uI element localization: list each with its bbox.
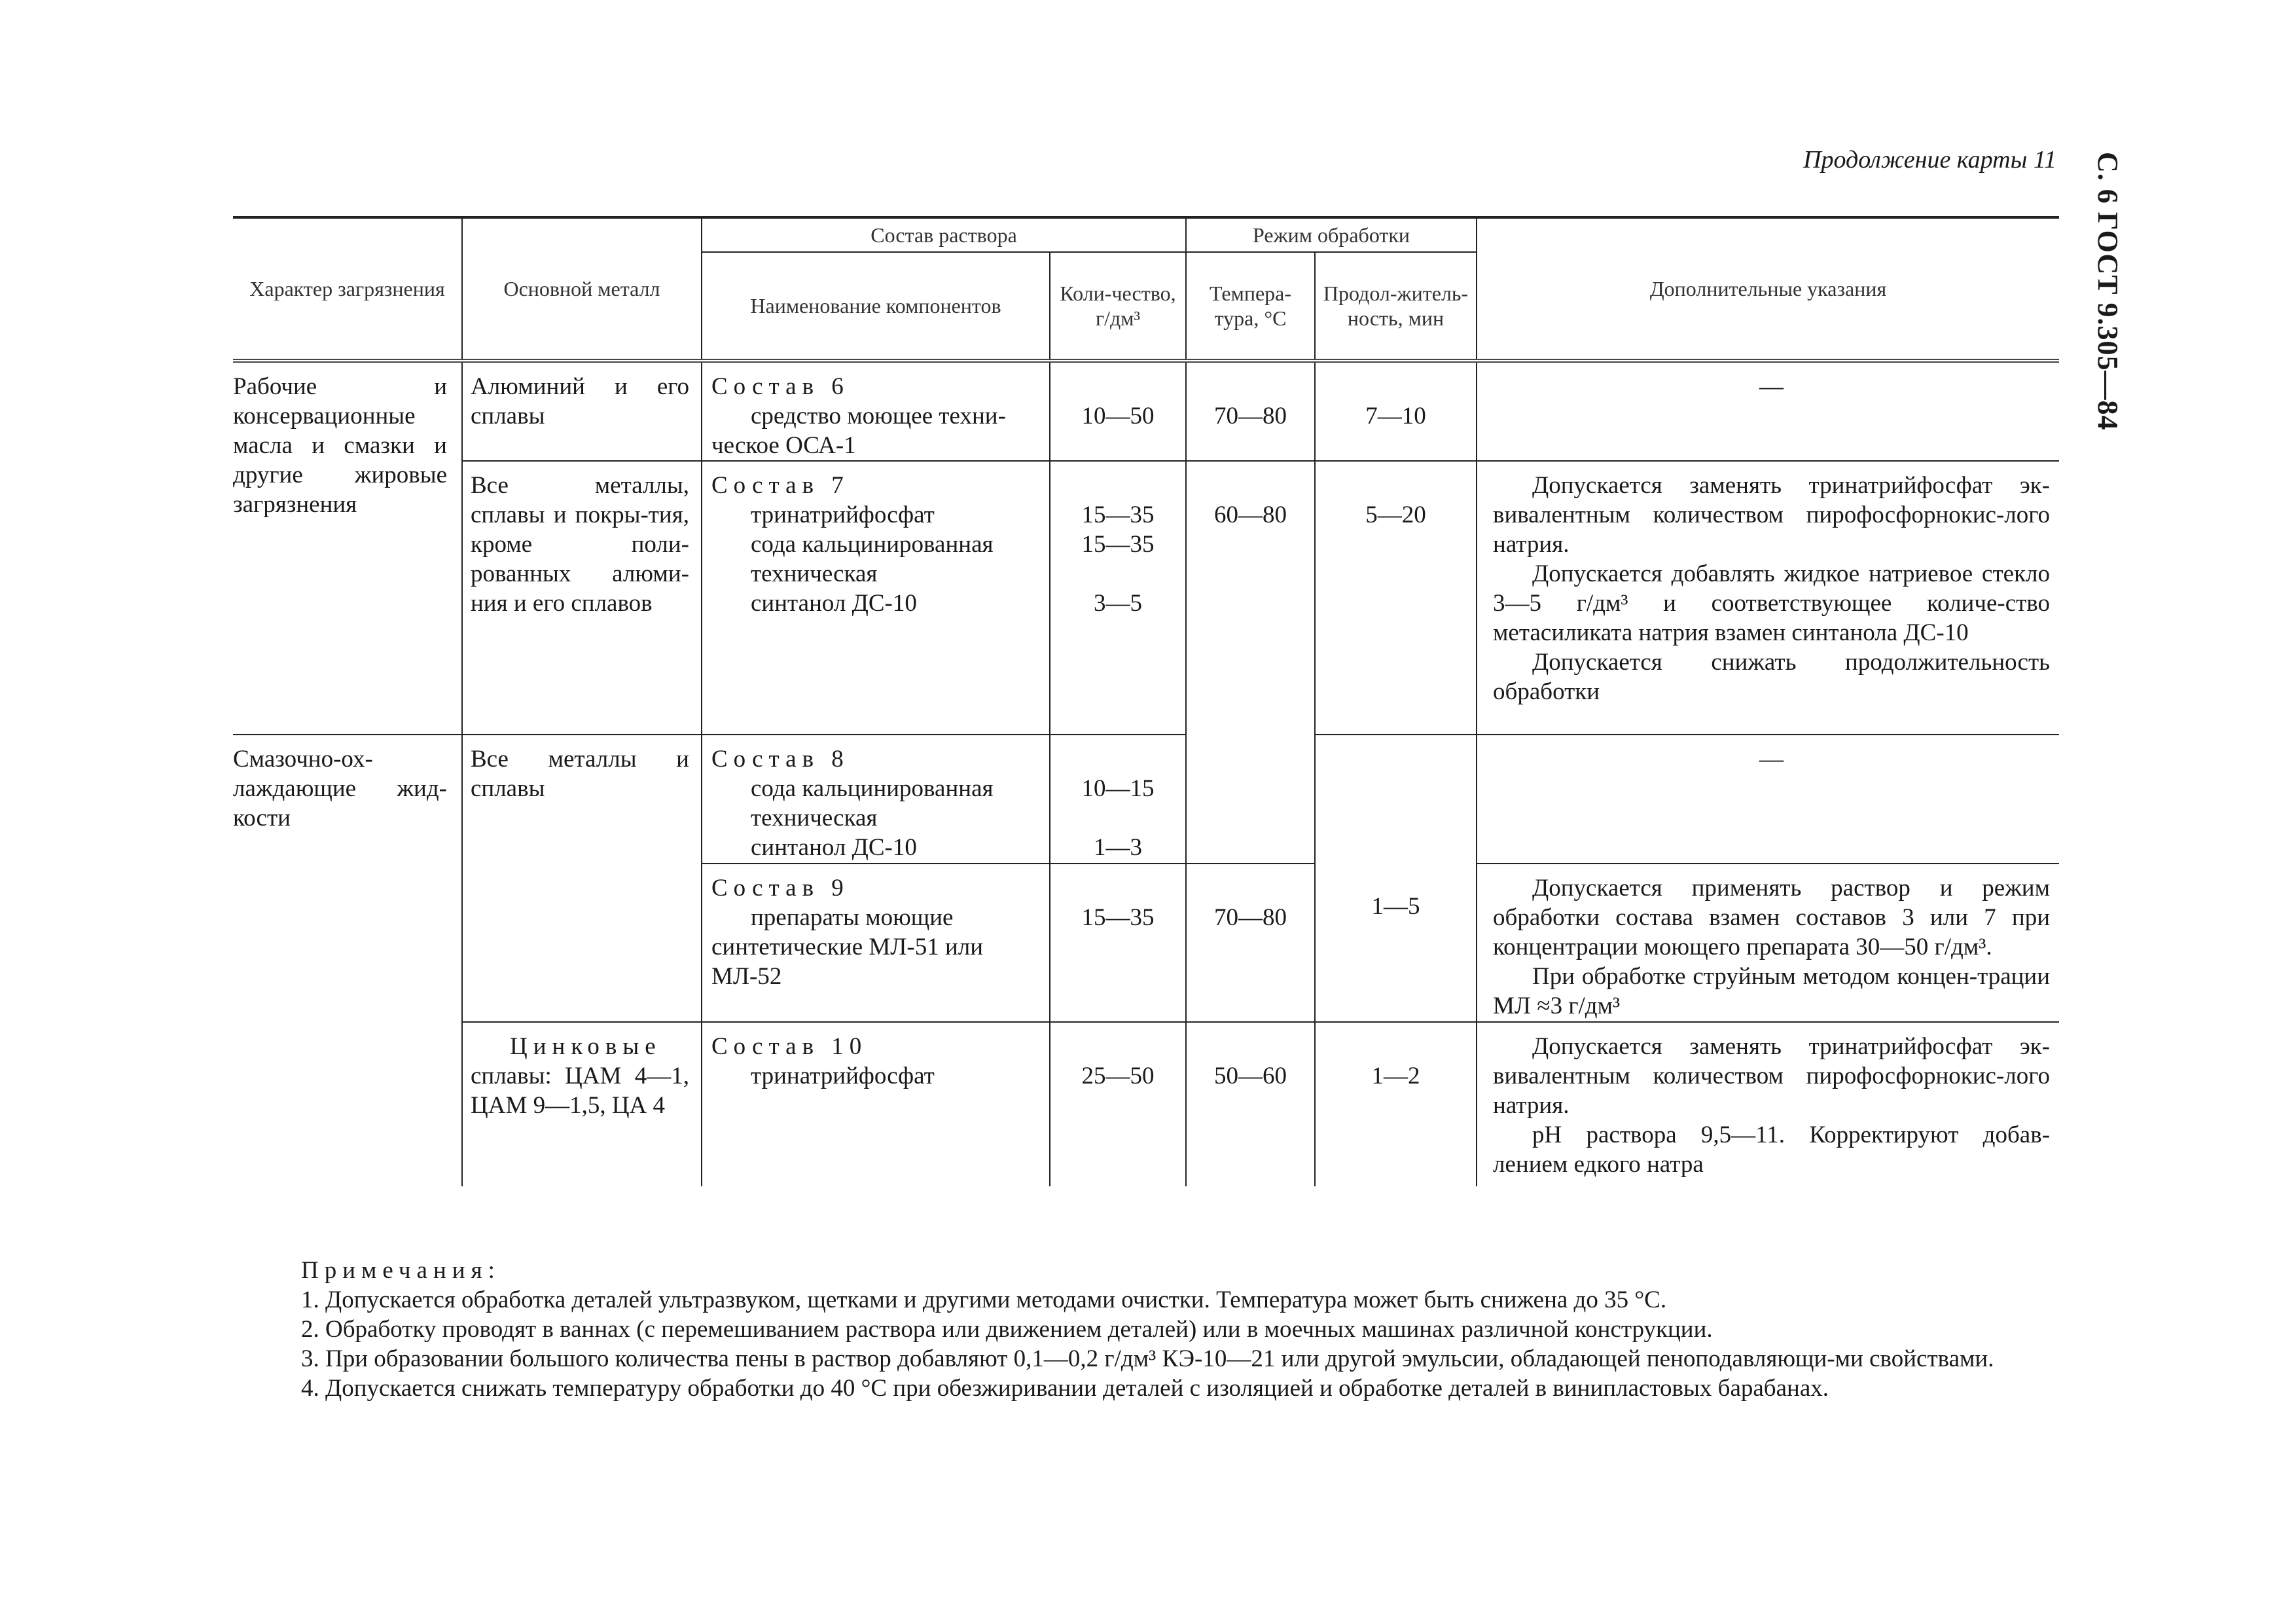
temperature-cell <box>1186 1022 1315 1186</box>
quantity-value: 15—35 <box>1081 501 1155 528</box>
temperature-cell <box>1186 361 1315 461</box>
component-cell <box>702 1022 1050 1186</box>
quantity-value: 15—35 <box>1081 904 1155 931</box>
duration-value: 7—10 <box>1365 403 1426 429</box>
table-row <box>233 461 2059 735</box>
header-component-name: Наименование компонентов <box>702 252 1050 361</box>
base-metal-cell: Все металлы и сплавы <box>462 735 702 1022</box>
quantity-value: 15—35 <box>1081 531 1155 558</box>
quantity-value: 10—50 <box>1081 403 1155 429</box>
component-line: синтанол ДС-10 <box>751 590 917 617</box>
continuation-caption: Продолжение карты 11 <box>1803 146 2056 173</box>
header-base-metal: Основной металл <box>462 217 702 361</box>
component-line: техническая <box>751 560 878 587</box>
notes-cell: — <box>1477 361 2059 461</box>
note-paragraph: Допускается заменять тринатрийфосфат эк-вивалентным количеством пирофосфорнокис-лого натрия. <box>1493 1033 2051 1119</box>
header-temperature: Темпера-тура, °С <box>1186 252 1315 361</box>
contamination-cell: Смазочно-ох-лаждающие жид-кости <box>233 735 462 1186</box>
component-line: ческое ОСА-1 <box>711 432 856 459</box>
quantity-value: 3—5 <box>1094 590 1142 617</box>
header-quantity: Коли-чество, г/дм³ <box>1050 252 1186 361</box>
temperature-value: 70—80 <box>1214 403 1287 429</box>
table-row <box>233 1022 2059 1186</box>
duration-cell <box>1315 361 1477 461</box>
temperature-value: 70—80 <box>1214 904 1287 931</box>
component-line: сода кальцинированная <box>751 531 994 558</box>
header-solution-group: Состав раствора <box>702 217 1186 252</box>
duration-cell <box>1315 461 1477 735</box>
component-cell <box>702 864 1050 1022</box>
table-row <box>233 361 2059 461</box>
base-metal-cell: Все металлы, сплавы и покры-тия, кроме поли-рованных алюми-ния и его сплавов <box>462 461 702 735</box>
note-paragraph: Допускается снижать продолжительность обработки <box>1493 649 2051 705</box>
composition-title: Состав 7 <box>711 472 850 499</box>
component-line: тринатрийфосфат <box>751 1063 935 1089</box>
component-line: синтетические МЛ-51 или МЛ-52 <box>711 934 984 990</box>
notes-cell <box>1477 864 2059 1022</box>
component-line: препараты моющие <box>751 904 954 931</box>
temperature-cell <box>1186 864 1315 1022</box>
header-mode-group: Режим обработки <box>1186 217 1477 252</box>
component-cell <box>702 361 1050 461</box>
header-contamination: Характер загрязнения <box>233 217 462 361</box>
table-header-row <box>233 217 2059 252</box>
note-item: 3. При образовании большого количества пены в раствор добавляют 0,1—0,2 г/дм³ КЭ-10—21 или другой эмульсии, обладающей пеноподавляющи-ми свойствами. <box>301 1345 1994 1372</box>
table-row <box>233 735 2059 864</box>
component-line: тринатрийфосфат <box>751 501 935 528</box>
quantity-cell <box>1050 1022 1186 1186</box>
quantity-cell <box>1050 361 1186 461</box>
notes-cell <box>1477 461 2059 735</box>
notes-title: Примечания: <box>301 1257 501 1284</box>
duration-value: 1—2 <box>1371 1063 1420 1089</box>
note-item: 4. Допускается снижать температуру обработки до 40 °С при обезжиривании деталей с изоляцией и обработке деталей в винипластовых барабанах. <box>301 1375 1829 1402</box>
degreasing-table <box>233 216 2059 1186</box>
header-duration: Продол-житель-ность, мин <box>1315 252 1477 361</box>
duration-value: 5—20 <box>1365 501 1426 528</box>
duration-value: 1—5 <box>1371 893 1420 920</box>
quantity-value: 10—15 <box>1081 775 1155 802</box>
temperature-value: 50—60 <box>1214 1063 1287 1089</box>
document-side-title: С. 6 ГОСТ 9.305—84 <box>2092 152 2124 431</box>
note-paragraph: Допускается заменять тринатрийфосфат эк-вивалентным количеством пирофосфорнокис-лого натрия. <box>1493 472 2051 558</box>
duration-cell <box>1315 735 1477 1022</box>
header-notes: Дополнительные указания <box>1477 217 2059 361</box>
composition-title: Состав 8 <box>711 746 850 773</box>
base-metal-cell <box>462 1022 702 1186</box>
note-item: 2. Обработку проводят в ваннах (с перемешиванием раствора или движением деталей) или в моечных машинах различной конструкции. <box>301 1316 1713 1343</box>
base-metal-cell: Алюминий и его сплавы <box>462 361 702 461</box>
note-paragraph: рН раствора 9,5—11. Корректируют добав-лением едкого натра <box>1493 1122 2051 1178</box>
note-paragraph: Допускается применять раствор и режим обработки состава взамен составов 3 или 7 при концентрации моющего препарата 30—50 г/дм³. <box>1493 875 2051 960</box>
base-metal-text: сплавы: ЦАМ 4—1, ЦАМ 9—1,5, ЦА 4 <box>471 1063 689 1119</box>
component-cell <box>702 735 1050 864</box>
quantity-cell <box>1050 735 1186 864</box>
component-line: средство моющее техни- <box>751 403 1006 429</box>
component-cell <box>702 461 1050 735</box>
contamination-cell: Рабочие и консервационные масла и смазки и другие жировые загрязнения <box>233 373 447 518</box>
quantity-value: 25—50 <box>1081 1063 1155 1089</box>
component-line: синтанол ДС-10 <box>751 834 917 861</box>
duration-cell <box>1315 1022 1477 1186</box>
note-paragraph: При обработке струйным методом концен-трации МЛ ≈3 г/дм³ <box>1493 963 2051 1019</box>
notes-cell <box>1477 1022 2059 1186</box>
notes-section <box>233 1256 2059 1403</box>
temperature-cell <box>1186 461 1315 864</box>
base-metal-title: Цинковые <box>510 1033 662 1060</box>
component-line: техническая <box>751 805 878 831</box>
component-line: сода кальцинированная <box>751 775 994 802</box>
composition-title: Состав 9 <box>711 875 850 902</box>
notes-cell: — <box>1477 735 2059 864</box>
quantity-cell <box>1050 461 1186 735</box>
temperature-value: 60—80 <box>1214 501 1287 528</box>
note-paragraph: Допускается добавлять жидкое натриевое стекло 3—5 г/дм³ и соответствующее количе-ство метасиликата натрия взамен синтанола ДС-10 <box>1493 560 2051 646</box>
note-item: 1. Допускается обработка деталей ультразвуком, щетками и другими методами очистки. Температура может быть снижена до 35 °С. <box>301 1286 1667 1313</box>
composition-title: Состав 10 <box>711 1033 868 1060</box>
quantity-cell <box>1050 864 1186 1022</box>
composition-title: Состав 6 <box>711 373 850 400</box>
quantity-value: 1—3 <box>1094 834 1142 861</box>
